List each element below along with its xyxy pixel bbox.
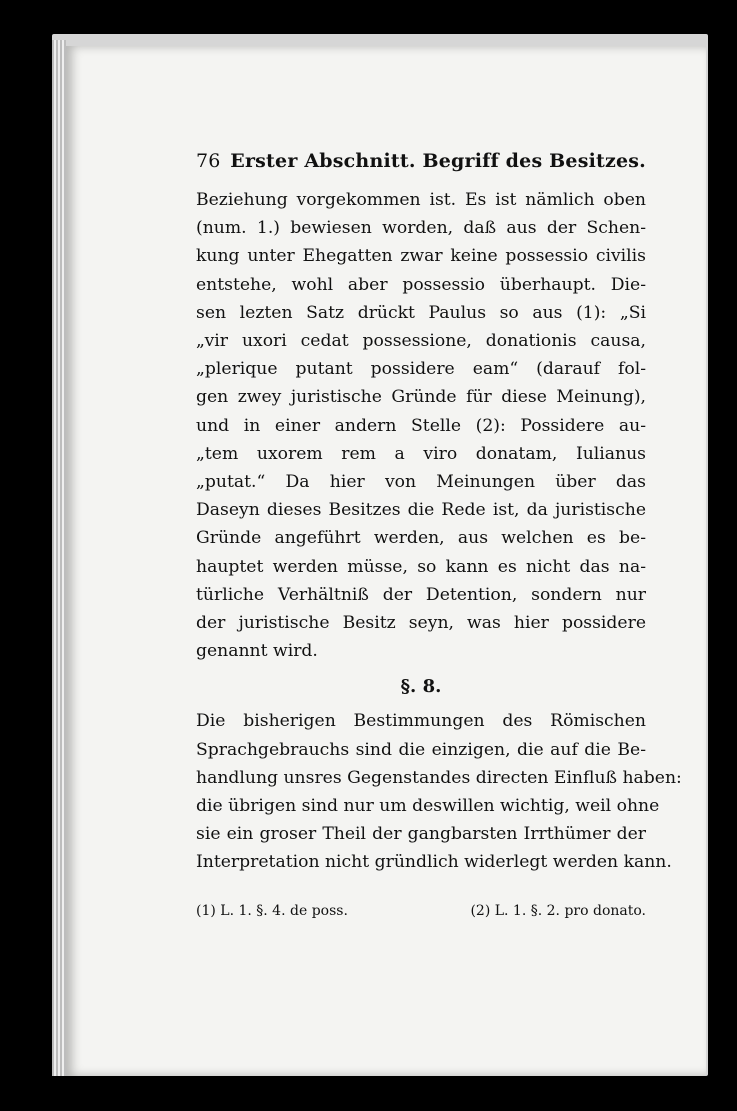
paragraph-1 — [196, 186, 646, 665]
text-line: sen lezten Satz drückt Paulus so aus (1): „Si — [196, 302, 646, 323]
text-line: kung unter Ehegatten zwar keine possessio civilis — [196, 246, 646, 267]
text-line: Sprachgebrauchs sind die einzigen, die auf die Be- — [196, 739, 646, 760]
text-line: „plerique putant possidere eam“ (darauf fol- — [196, 359, 646, 380]
text-line: der juristische Besitz seyn, was hier possidere — [196, 613, 646, 634]
text-line: türliche Verhältniß der Detention, sondern nur — [196, 584, 646, 605]
section-heading: §. 8. — [400, 676, 442, 698]
text-line: „tem uxorem rem a viro donatam, Iulianus — [196, 443, 646, 464]
running-head — [196, 150, 646, 172]
text-line: und in einer andern Stelle (2): Possidere au- — [196, 415, 646, 436]
running-head-title: Erster Abschnitt. Begriff des Besitzes. — [230, 150, 646, 172]
text-line: gen zwey juristische Gründe für diese Meinung), — [196, 387, 646, 408]
text-line: sie ein groser Theil der gangbarsten Irrthümer der — [196, 824, 646, 845]
text-line: Beziehung vorgekommen ist. Es ist nämlich oben — [196, 190, 646, 210]
text-line: Interpretation nicht gründlich widerlegt werden kann. — [196, 852, 672, 873]
page-content — [196, 150, 682, 919]
text-line: handlung unsres Gegenstandes directen Einfluß haben: — [196, 767, 682, 788]
text-line: (num. 1.) bewiesen worden, daß aus der Schen- — [196, 218, 646, 239]
text-line: Gründe angeführt werden, aus welchen es be- — [196, 528, 646, 549]
text-line: „putat.“ Da hier von Meinungen über das — [196, 472, 646, 493]
text-line: entstehe, wohl aber possessio überhaupt. Die- — [196, 274, 646, 295]
text-line: die übrigen sind nur um deswillen wichtig, weil ohne — [196, 796, 660, 817]
text-line: Daseyn dieses Besitzes die Rede ist, da juristische — [196, 500, 646, 521]
text-line: genannt wird. — [196, 641, 318, 662]
text-line: „vir uxori cedat possessione, donationis causa, — [196, 331, 646, 352]
footnotes — [196, 903, 646, 919]
page-edge — [52, 40, 66, 1076]
footnote-2: (2) L. 1. §. 2. pro donato. — [470, 902, 646, 919]
text-line: Die bisherigen Bestimmungen des Römischen — [196, 711, 646, 732]
footnote-1: (1) L. 1. §. 4. de poss. — [196, 902, 348, 919]
page-number: 76 — [196, 150, 221, 172]
text-line: hauptet werden müsse, so kann es nicht das na- — [196, 556, 646, 577]
paragraph-2 — [196, 707, 682, 876]
